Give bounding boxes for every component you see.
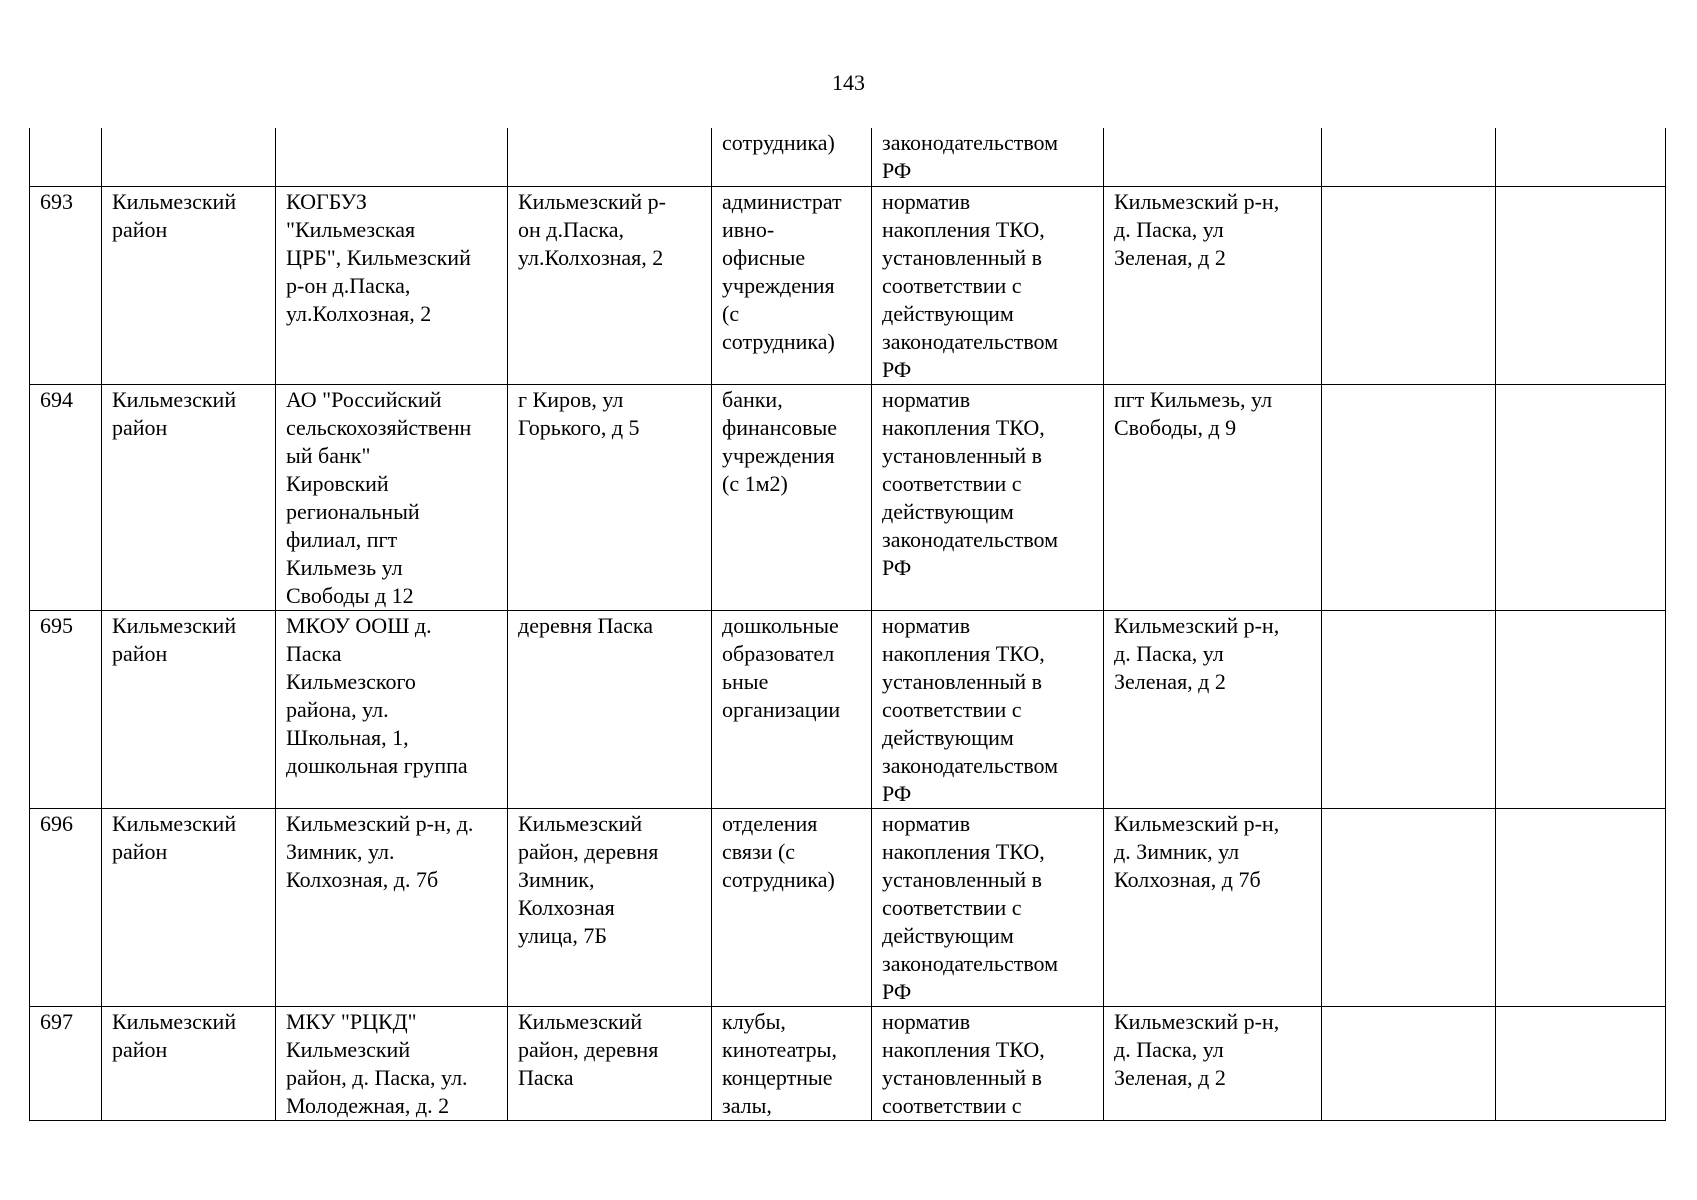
cell-organization: МКУ "РЦКД" Кильмезский район, д. Паска, ул. Молодежная, д. 2 [276, 1006, 508, 1120]
cell-category: администрат ивно- офисные учреждения (с сотрудника) [712, 186, 872, 384]
cell-district: Кильмезский район [102, 610, 276, 808]
cell-address: г Киров, ул Горького, д 5 [508, 384, 712, 610]
cell-extra-2 [1496, 1006, 1666, 1120]
cell-number [30, 128, 102, 186]
cell-norm: норматив накопления ТКО, установленный в соответствии с действующим законодательством РФ [872, 808, 1104, 1006]
cell-extra-2 [1496, 610, 1666, 808]
cell-district: Кильмезский район [102, 186, 276, 384]
cell-address: Кильмезский район, деревня Паска [508, 1006, 712, 1120]
cell-number: 695 [30, 610, 102, 808]
cell-extra-2 [1496, 186, 1666, 384]
cell-extra-1 [1322, 808, 1496, 1006]
continuation-row [30, 128, 1666, 186]
cell-address: деревня Паска [508, 610, 712, 808]
page-number: 143 [832, 70, 865, 95]
cell-norm: норматив накопления ТКО, установленный в соответствии с [872, 1006, 1104, 1120]
cell-number: 693 [30, 186, 102, 384]
cell-site: Кильмезский р-н, д. Паска, ул Зеленая, д 2 [1104, 610, 1322, 808]
cell-address [508, 128, 712, 186]
table-row [30, 384, 1666, 610]
cell-organization: МКОУ ООШ д. Паска Кильмезского района, ул. Школьная, 1, дошкольная группа [276, 610, 508, 808]
cell-organization: АО "Российский сельскохозяйственн ый банк" Кировский региональный филиал, пгт Кильмезь ул Свободы д 12 [276, 384, 508, 610]
cell-category: дошкольные образовател ьные организации [712, 610, 872, 808]
cell-norm: норматив накопления ТКО, установленный в соответствии с действующим законодательством РФ [872, 610, 1104, 808]
cell-norm: норматив накопления ТКО, установленный в соответствии с действующим законодательством РФ [872, 186, 1104, 384]
cell-organization [276, 128, 508, 186]
cell-extra-1 [1322, 128, 1496, 186]
cell-number: 697 [30, 1006, 102, 1120]
cell-extra-1 [1322, 384, 1496, 610]
cell-district: Кильмезский район [102, 1006, 276, 1120]
cell-site: Кильмезский р-н, д. Зимник, ул Колхозная, д 7б [1104, 808, 1322, 1006]
table-row [30, 186, 1666, 384]
cell-district: Кильмезский район [102, 808, 276, 1006]
cell-norm: законодательством РФ [872, 128, 1104, 186]
cell-district [102, 128, 276, 186]
cell-extra-2 [1496, 808, 1666, 1006]
cell-norm: норматив накопления ТКО, установленный в соответствии с действующим законодательством РФ [872, 384, 1104, 610]
cell-organization: Кильмезский р-н, д. Зимник, ул. Колхозная, д. 7б [276, 808, 508, 1006]
cell-site: пгт Кильмезь, ул Свободы, д 9 [1104, 384, 1322, 610]
cell-extra-1 [1322, 186, 1496, 384]
cell-address: Кильмезский район, деревня Зимник, Колхозная улица, 7Б [508, 808, 712, 1006]
cell-category: клубы, кинотеатры, концертные залы, [712, 1006, 872, 1120]
table-row [30, 610, 1666, 808]
cell-category: отделения связи (с сотрудника) [712, 808, 872, 1006]
cell-extra-2 [1496, 128, 1666, 186]
cell-category: сотрудника) [712, 128, 872, 186]
cell-site: Кильмезский р-н, д. Паска, ул Зеленая, д 2 [1104, 186, 1322, 384]
cell-district: Кильмезский район [102, 384, 276, 610]
cell-number: 694 [30, 384, 102, 610]
cell-category: банки, финансовые учреждения (с 1м2) [712, 384, 872, 610]
table-row [30, 1006, 1666, 1120]
cell-site [1104, 128, 1322, 186]
cell-extra-1 [1322, 1006, 1496, 1120]
cell-extra-2 [1496, 384, 1666, 610]
table-row [30, 808, 1666, 1006]
cell-extra-1 [1322, 610, 1496, 808]
registry-table [29, 128, 1666, 1121]
cell-organization: КОГБУЗ "Кильмезская ЦРБ", Кильмезский р-он д.Паска, ул.Колхозная, 2 [276, 186, 508, 384]
cell-number: 696 [30, 808, 102, 1006]
cell-site: Кильмезский р-н, д. Паска, ул Зеленая, д 2 [1104, 1006, 1322, 1120]
cell-address: Кильмезский р- он д.Паска, ул.Колхозная, 2 [508, 186, 712, 384]
